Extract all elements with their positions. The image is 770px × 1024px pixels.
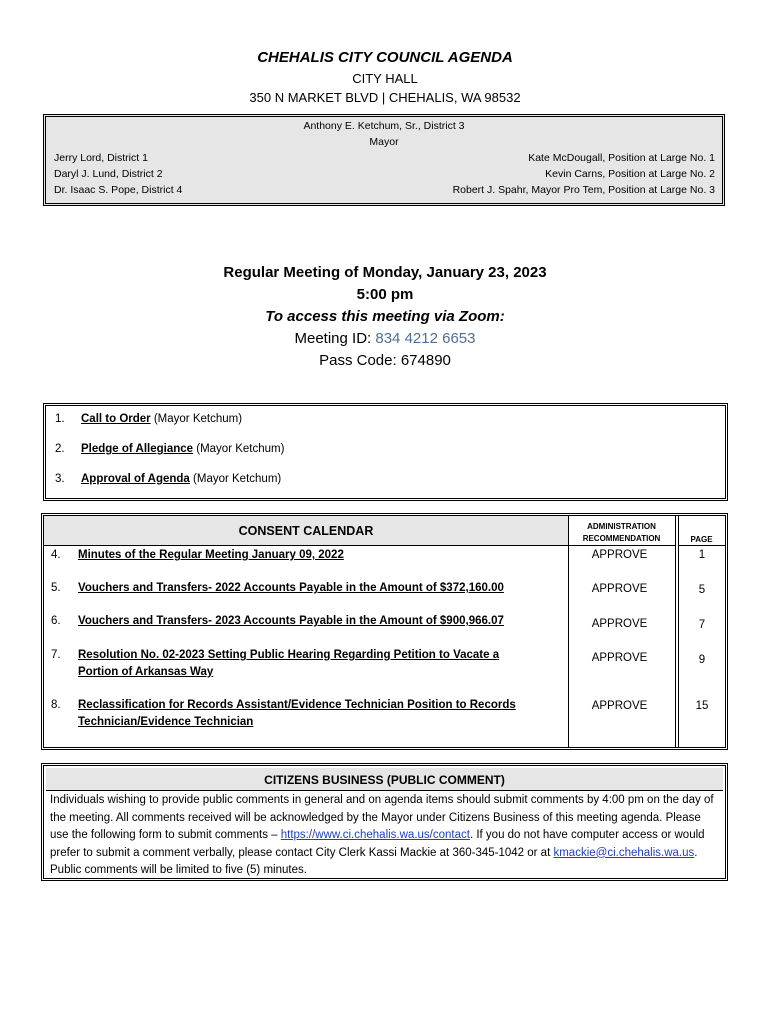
admin-header-line-2: RECOMMENDATION (582, 534, 661, 543)
admin-header-line-1: ADMINISTRATION (587, 522, 656, 531)
contact-form-link[interactable]: https://www.ci.chehalis.wa.us/contact (280, 829, 470, 841)
page-header: PAGE (690, 535, 713, 544)
address-line: 350 N MARKET BLVD | CHEHALIS, WA 98532 (249, 90, 521, 105)
meeting-id: 834 4212 6653 (375, 330, 476, 347)
council-member-right: Robert J. Spahr, Mayor Pro Tem, Position at Large No. 3 (452, 184, 715, 196)
council-member-right: Kate McDougall, Position at Large No. 1 (528, 152, 715, 164)
consent-title: CONSENT CALENDAR (238, 524, 374, 538)
consent-row-recommendation: APPROVE (591, 583, 648, 595)
passcode-line: Pass Code: 674890 (319, 352, 451, 369)
item-title: Approval of Agenda (81, 473, 190, 485)
clerk-email-link[interactable]: kmackie@ci.chehalis.wa.us (553, 846, 695, 859)
meeting-time: 5:00 pm (356, 286, 414, 303)
item-note: (Mayor Ketchum) (193, 443, 285, 455)
meeting-id-line (0, 330, 770, 347)
item-number: 2. (55, 443, 65, 455)
citizens-text (50, 792, 719, 880)
consent-row-text: Vouchers and Transfers- 2023 Accounts Payable in the Amount of $900,966.07 (78, 615, 504, 627)
consent-row-text: Vouchers and Transfers- 2022 Accounts Payable in the Amount of $372,160.00 (78, 582, 504, 594)
item-title: Call to Order (81, 413, 151, 425)
consent-row-text: Resolution No. 02-2023 Setting Public Hearing Regarding Petition to Vacate a Portion of Arkansas Way (78, 649, 500, 678)
consent-row-number: 4. (51, 549, 61, 561)
zoom-heading: To access this meeting via Zoom: (265, 308, 505, 325)
consent-calendar-table (41, 513, 728, 750)
council-member-right: Kevin Carns, Position at Large No. 2 (545, 168, 715, 180)
item-note: (Mayor Ketchum) (189, 473, 282, 485)
consent-row-page: 1 (698, 549, 706, 561)
item-note: (Mayor Ketchum) (150, 413, 243, 425)
citizens-text-1: Individuals wishing to provide public comments in general and on agenda items should submit comments by 4:00 pm on the day of the meeting. All comments received will be acknowledged by the Mayor under Citizens Business of this meeting agenda. Please use the following form to submit comments – (50, 794, 714, 841)
consent-row-number: 5. (51, 582, 61, 594)
consent-row-page: 7 (698, 619, 706, 631)
mayor-title: Mayor (369, 136, 399, 148)
citizens-title: CITIZENS BUSINESS (PUBLIC COMMENT) (46, 768, 723, 791)
opening-items-box (43, 403, 728, 501)
consent-row-text: Reclassification for Records Assistant/Evidence Technician Position to Records Technician/Evidence Technician (78, 699, 516, 728)
consent-row-recommendation: APPROVE (591, 700, 648, 712)
meeting-id-label: Meeting ID: (294, 330, 376, 347)
consent-row-number: 7. (51, 649, 61, 661)
consent-row-page: 5 (698, 584, 706, 596)
location-line: CITY HALL (352, 71, 418, 86)
meeting-title: Regular Meeting of Monday, January 23, 2023 (223, 264, 547, 281)
citizens-text-2: . If you do not have computer access or would prefer to submit a comment verbally, please contact City Clerk Kassi Mackie at 360-345-1042 or at (50, 829, 705, 859)
council-member-left: Jerry Lord, District 1 (54, 152, 148, 164)
consent-row-text: Minutes of the Regular Meeting January 09, 2022 (78, 549, 344, 561)
mayor-name: Anthony E. Ketchum, Sr., District 3 (303, 120, 465, 132)
council-member-left: Daryl J. Lund, District 2 (54, 168, 163, 180)
item-number: 1. (55, 413, 65, 425)
agenda-title: CHEHALIS CITY COUNCIL AGENDA (257, 49, 513, 66)
item-title: Pledge of Allegiance (81, 443, 194, 455)
consent-row-page: 15 (695, 700, 709, 712)
council-members-box (43, 114, 725, 206)
admin-header (568, 521, 675, 545)
council-member-left: Dr. Isaac S. Pope, District 4 (54, 184, 183, 196)
item-number: 3. (55, 473, 65, 485)
consent-row-recommendation: APPROVE (591, 549, 648, 561)
consent-row-page: 9 (698, 654, 706, 666)
consent-row-recommendation: APPROVE (591, 618, 648, 630)
citizens-business-box (41, 763, 728, 881)
consent-row-number: 6. (51, 615, 61, 627)
consent-row-recommendation: APPROVE (591, 652, 648, 664)
consent-row-number: 8. (51, 699, 61, 711)
citizens-text-3: . Public comments will be limited to five (5) minutes. (50, 846, 698, 876)
